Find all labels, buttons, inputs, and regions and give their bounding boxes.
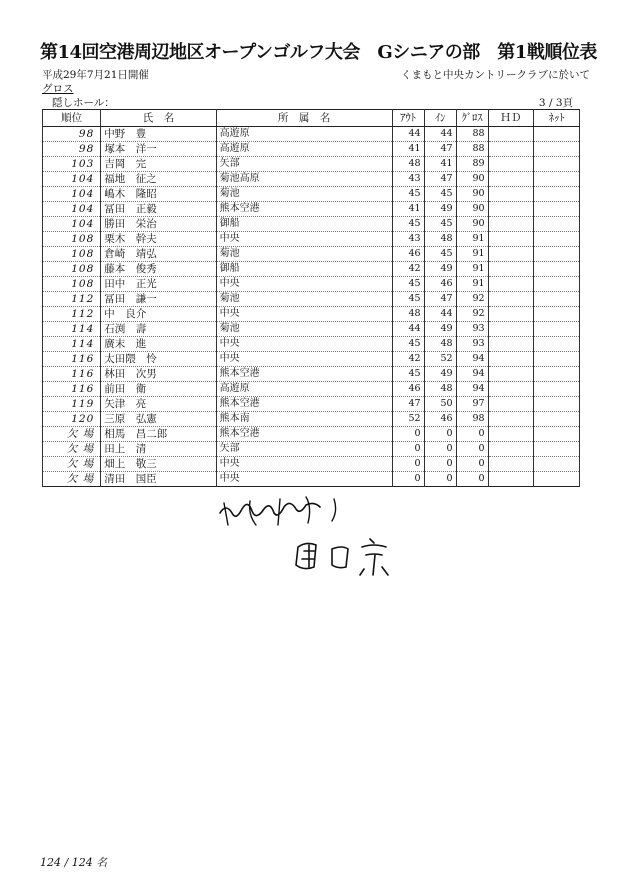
- cell-net: [534, 277, 580, 292]
- cell-in: 0: [424, 457, 456, 472]
- cell-gross: 91: [456, 247, 488, 262]
- cell-out: 0: [392, 457, 424, 472]
- cell-in: 44: [424, 307, 456, 322]
- cell-rank: 欠 場: [43, 442, 101, 457]
- cell-rank: 119: [43, 397, 101, 412]
- cell-net: [534, 187, 580, 202]
- cell-net: [534, 472, 580, 487]
- cell-club: 菊池: [216, 292, 392, 307]
- cell-net: [534, 367, 580, 382]
- hidden-holes-label: 隠しホール：: [52, 97, 115, 109]
- col-header-net: ﾈｯﾄ: [534, 110, 580, 127]
- cell-name: 冨田 正毅: [101, 202, 216, 217]
- cell-in: 48: [424, 337, 456, 352]
- table-row: [43, 202, 580, 217]
- cell-rank: 98: [43, 127, 101, 142]
- cell-net: [534, 457, 580, 472]
- cell-name: 田中 正光: [101, 277, 216, 292]
- cell-rank: 欠 場: [43, 457, 101, 472]
- cell-hd: [488, 202, 534, 217]
- cell-in: 48: [424, 382, 456, 397]
- cell-gross: 90: [456, 217, 488, 232]
- cell-in: 45: [424, 247, 456, 262]
- cell-net: [534, 157, 580, 172]
- cell-hd: [488, 157, 534, 172]
- cell-out: 42: [392, 262, 424, 277]
- cell-name: 太田隈 怜: [101, 352, 216, 367]
- cell-gross: 0: [456, 442, 488, 457]
- cell-rank: 103: [43, 157, 101, 172]
- cell-club: 熊本南: [216, 412, 392, 427]
- cell-gross: 98: [456, 412, 488, 427]
- cell-net: [534, 307, 580, 322]
- cell-name: 塚本 洋一: [101, 142, 216, 157]
- ranking-table: [42, 109, 580, 487]
- cell-club: 熊本空港: [216, 427, 392, 442]
- cell-in: 0: [424, 472, 456, 487]
- cell-hd: [488, 247, 534, 262]
- cell-club: 熊本空港: [216, 202, 392, 217]
- table-row: [43, 142, 580, 157]
- page-number: 3 / 3頁: [538, 97, 573, 109]
- cell-rank: 120: [43, 412, 101, 427]
- cell-out: 47: [392, 397, 424, 412]
- cell-hd: [488, 352, 534, 367]
- cell-rank: 116: [43, 382, 101, 397]
- cell-name: 藤本 俊秀: [101, 262, 216, 277]
- cell-rank: 116: [43, 352, 101, 367]
- cell-rank: 114: [43, 337, 101, 352]
- venue: くまもと中央カントリークラブに於いて: [401, 69, 590, 81]
- cell-gross: 97: [456, 397, 488, 412]
- cell-out: 45: [392, 337, 424, 352]
- cell-net: [534, 292, 580, 307]
- cell-net: [534, 412, 580, 427]
- cell-gross: 92: [456, 292, 488, 307]
- cell-rank: 108: [43, 262, 101, 277]
- table-row: [43, 322, 580, 337]
- cell-club: 菊池: [216, 187, 392, 202]
- cell-out: 48: [392, 307, 424, 322]
- cell-in: 45: [424, 217, 456, 232]
- cell-gross: 0: [456, 472, 488, 487]
- cell-gross: 94: [456, 352, 488, 367]
- table-row: [43, 247, 580, 262]
- cell-out: 44: [392, 322, 424, 337]
- cell-hd: [488, 382, 534, 397]
- cell-in: 0: [424, 427, 456, 442]
- cell-club: 熊本空港: [216, 367, 392, 382]
- cell-gross: 91: [456, 277, 488, 292]
- table-row: [43, 352, 580, 367]
- cell-gross: 0: [456, 427, 488, 442]
- participant-count: 124 / 124 名: [40, 856, 108, 869]
- cell-name: 嶋木 隆昭: [101, 187, 216, 202]
- cell-out: 46: [392, 247, 424, 262]
- cell-in: 48: [424, 232, 456, 247]
- cell-rank: 欠 場: [43, 472, 101, 487]
- cell-out: 43: [392, 232, 424, 247]
- cell-net: [534, 322, 580, 337]
- cell-club: 熊本空港: [216, 397, 392, 412]
- cell-out: 42: [392, 352, 424, 367]
- cell-hd: [488, 412, 534, 427]
- cell-club: 高遊原: [216, 127, 392, 142]
- cell-rank: 欠 場: [43, 427, 101, 442]
- table-row: [43, 382, 580, 397]
- cell-name: 清田 国臣: [101, 472, 216, 487]
- cell-in: 49: [424, 262, 456, 277]
- cell-out: 45: [392, 217, 424, 232]
- cell-club: 御船: [216, 217, 392, 232]
- table-row: [43, 277, 580, 292]
- cell-net: [534, 397, 580, 412]
- table-row: [43, 442, 580, 457]
- cell-net: [534, 352, 580, 367]
- cell-name: 矢津 亮: [101, 397, 216, 412]
- cell-club: 菊池高原: [216, 172, 392, 187]
- cell-gross: 89: [456, 157, 488, 172]
- cell-club: 中央: [216, 352, 392, 367]
- cell-club: 菊池: [216, 322, 392, 337]
- cell-gross: 88: [456, 127, 488, 142]
- cell-rank: 104: [43, 187, 101, 202]
- cell-club: 高遊原: [216, 142, 392, 157]
- cell-in: 47: [424, 142, 456, 157]
- table-row: [43, 457, 580, 472]
- cell-net: [534, 262, 580, 277]
- signature-stroke: [296, 543, 316, 568]
- table-row: [43, 427, 580, 442]
- cell-hd: [488, 322, 534, 337]
- cell-in: 50: [424, 397, 456, 412]
- table-row: [43, 157, 580, 172]
- cell-net: [534, 142, 580, 157]
- cell-hd: [488, 277, 534, 292]
- cell-gross: 0: [456, 457, 488, 472]
- score-type-label: グロス: [42, 83, 74, 95]
- cell-net: [534, 382, 580, 397]
- cell-net: [534, 172, 580, 187]
- cell-hd: [488, 397, 534, 412]
- col-header-out: ｱｳﾄ: [392, 110, 424, 127]
- cell-gross: 93: [456, 322, 488, 337]
- cell-rank: 104: [43, 202, 101, 217]
- table-row: [43, 127, 580, 142]
- cell-in: 46: [424, 412, 456, 427]
- signature-stroke: [220, 503, 320, 516]
- table-header-row: [43, 110, 580, 127]
- table-row: [43, 232, 580, 247]
- cell-rank: 108: [43, 277, 101, 292]
- table-row: [43, 367, 580, 382]
- cell-hd: [488, 232, 534, 247]
- cell-rank: 114: [43, 322, 101, 337]
- page-title: 第14回空港周辺地区オープンゴルフ大会 Gシニアの部 第1戦順位表: [40, 42, 597, 63]
- cell-club: 御船: [216, 262, 392, 277]
- cell-rank: 112: [43, 307, 101, 322]
- cell-name: 福地 征之: [101, 172, 216, 187]
- cell-club: 中央: [216, 457, 392, 472]
- cell-in: 47: [424, 172, 456, 187]
- col-header-gross: ｸﾞﾛｽ: [456, 110, 488, 127]
- cell-in: 49: [424, 322, 456, 337]
- cell-in: 41: [424, 157, 456, 172]
- cell-out: 46: [392, 382, 424, 397]
- cell-hd: [488, 427, 534, 442]
- cell-hd: [488, 337, 534, 352]
- cell-gross: 93: [456, 337, 488, 352]
- table-row: [43, 337, 580, 352]
- cell-in: 46: [424, 277, 456, 292]
- cell-in: 0: [424, 442, 456, 457]
- cell-club: 高遊原: [216, 382, 392, 397]
- cell-gross: 91: [456, 232, 488, 247]
- cell-rank: 108: [43, 232, 101, 247]
- cell-net: [534, 427, 580, 442]
- cell-out: 41: [392, 202, 424, 217]
- cell-hd: [488, 442, 534, 457]
- cell-rank: 108: [43, 247, 101, 262]
- cell-name: 勝田 栄治: [101, 217, 216, 232]
- cell-gross: 88: [456, 142, 488, 157]
- signature-stroke: [360, 539, 388, 575]
- cell-hd: [488, 127, 534, 142]
- cell-gross: 90: [456, 202, 488, 217]
- cell-net: [534, 127, 580, 142]
- cell-club: 中央: [216, 232, 392, 247]
- cell-club: 中央: [216, 472, 392, 487]
- cell-hd: [488, 217, 534, 232]
- cell-out: 41: [392, 142, 424, 157]
- cell-name: 中 良介: [101, 307, 216, 322]
- cell-in: 44: [424, 127, 456, 142]
- cell-out: 52: [392, 412, 424, 427]
- cell-net: [534, 202, 580, 217]
- cell-out: 48: [392, 157, 424, 172]
- cell-hd: [488, 472, 534, 487]
- table-row: [43, 172, 580, 187]
- cell-gross: 94: [456, 367, 488, 382]
- cell-out: 45: [392, 292, 424, 307]
- cell-club: 中央: [216, 337, 392, 352]
- cell-out: 45: [392, 187, 424, 202]
- table-row: [43, 412, 580, 427]
- cell-net: [534, 232, 580, 247]
- cell-name: 倉崎 靖弘: [101, 247, 216, 262]
- cell-name: 前田 衛: [101, 382, 216, 397]
- cell-hd: [488, 367, 534, 382]
- cell-name: 林田 次男: [101, 367, 216, 382]
- cell-rank: 116: [43, 367, 101, 382]
- cell-gross: 90: [456, 172, 488, 187]
- cell-hd: [488, 142, 534, 157]
- cell-out: 0: [392, 472, 424, 487]
- cell-out: 43: [392, 172, 424, 187]
- cell-hd: [488, 457, 534, 472]
- table-row: [43, 397, 580, 412]
- cell-name: 石渕 壽: [101, 322, 216, 337]
- event-date: 平成29年7月21日開催: [42, 69, 149, 81]
- cell-name: 畑上 敬三: [101, 457, 216, 472]
- cell-in: 47: [424, 292, 456, 307]
- cell-net: [534, 337, 580, 352]
- col-header-rank: 順位: [43, 110, 101, 127]
- table-row: [43, 262, 580, 277]
- table-row: [43, 187, 580, 202]
- cell-name: 冨田 謙一: [101, 292, 216, 307]
- cell-name: 田上 清: [101, 442, 216, 457]
- cell-gross: 92: [456, 307, 488, 322]
- col-header-hd: ＨＤ: [488, 110, 534, 127]
- cell-hd: [488, 262, 534, 277]
- cell-out: 0: [392, 427, 424, 442]
- cell-hd: [488, 187, 534, 202]
- table-row: [43, 307, 580, 322]
- cell-in: 45: [424, 187, 456, 202]
- col-header-name: 氏 名: [101, 110, 216, 127]
- signature-stroke: [332, 547, 348, 568]
- cell-rank: 112: [43, 292, 101, 307]
- cell-hd: [488, 292, 534, 307]
- cell-name: 中野 豊: [101, 127, 216, 142]
- cell-name: 三原 弘憲: [101, 412, 216, 427]
- cell-hd: [488, 172, 534, 187]
- cell-net: [534, 442, 580, 457]
- cell-club: 矢部: [216, 442, 392, 457]
- col-header-club: 所 属 名: [216, 110, 392, 127]
- cell-in: 52: [424, 352, 456, 367]
- cell-club: 矢部: [216, 157, 392, 172]
- cell-name: 栗木 幹夫: [101, 232, 216, 247]
- signature: [210, 485, 410, 585]
- cell-hd: [488, 307, 534, 322]
- cell-gross: 94: [456, 382, 488, 397]
- cell-rank: 104: [43, 217, 101, 232]
- cell-name: 廣末 進: [101, 337, 216, 352]
- cell-out: 45: [392, 367, 424, 382]
- table-row: [43, 292, 580, 307]
- cell-rank: 104: [43, 172, 101, 187]
- col-header-in: ｲﾝ: [424, 110, 456, 127]
- table-row: [43, 217, 580, 232]
- cell-club: 中央: [216, 307, 392, 322]
- cell-out: 45: [392, 277, 424, 292]
- cell-in: 49: [424, 367, 456, 382]
- cell-name: 相馬 昌二郎: [101, 427, 216, 442]
- cell-rank: 98: [43, 142, 101, 157]
- cell-gross: 90: [456, 187, 488, 202]
- cell-club: 菊池: [216, 247, 392, 262]
- cell-out: 0: [392, 442, 424, 457]
- cell-name: 吉岡 完: [101, 157, 216, 172]
- cell-net: [534, 217, 580, 232]
- cell-out: 44: [392, 127, 424, 142]
- cell-club: 中央: [216, 277, 392, 292]
- cell-net: [534, 247, 580, 262]
- cell-in: 49: [424, 202, 456, 217]
- cell-gross: 91: [456, 262, 488, 277]
